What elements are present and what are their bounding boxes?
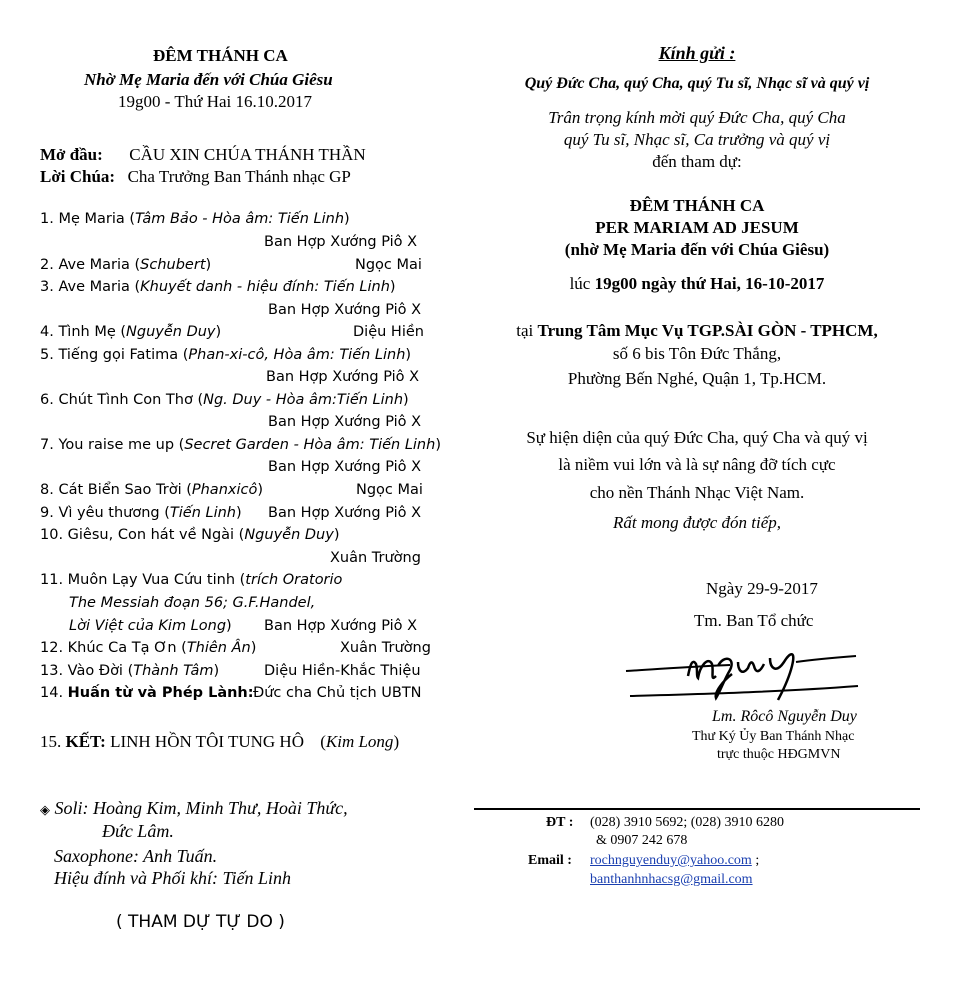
address-line-1: số 6 bis Tôn Đức Thắng, bbox=[612, 344, 782, 363]
phone-mobile: & 0907 242 678 bbox=[596, 833, 688, 848]
item-credit: Phanxicô bbox=[191, 482, 258, 498]
email-link-yahoo[interactable]: rochnguyenduy@yahoo.com bbox=[590, 853, 752, 868]
program-item-4 bbox=[40, 324, 221, 340]
item-11-credit-line2: The Messiah đoạn 56; G.F.Handel, bbox=[69, 595, 316, 611]
item-paren: ) bbox=[236, 505, 242, 521]
item-9-performer: Ban Hợp Xướng Piô X bbox=[268, 505, 422, 521]
program-item-11 bbox=[40, 572, 342, 588]
item-title: 10. Giêsu, Con hát về Ngài ( bbox=[40, 527, 245, 543]
item-paren: ) bbox=[215, 324, 222, 340]
word-text: Cha Trưởng Ban Thánh nhạc GP bbox=[127, 167, 351, 186]
item-title: 8. Cát Biển Sao Trời ( bbox=[40, 482, 192, 498]
time-prefix: lúc bbox=[569, 274, 591, 293]
item-credit: Thành Tâm bbox=[133, 663, 214, 679]
item-number: 14. bbox=[40, 685, 64, 701]
event-title: ĐÊM THÁNH CA bbox=[629, 196, 765, 215]
item-paren: ) bbox=[213, 663, 220, 679]
arrangement-line: Hiệu đính và Phối khí: Tiến Linh bbox=[54, 868, 291, 888]
item-title: 11. Muôn Lạy Vua Cứu tinh ( bbox=[40, 572, 246, 588]
diamond-bullet-icon: ◈ bbox=[40, 803, 50, 818]
program-item-10 bbox=[40, 527, 339, 543]
venue-prefix: tại bbox=[516, 321, 534, 340]
item-label: KẾT: bbox=[65, 732, 106, 751]
item-credit: Lời Việt của Kim Long bbox=[69, 618, 227, 634]
soli-line-1 bbox=[40, 798, 348, 819]
item-11-performer: Ban Hợp Xướng Piô X bbox=[264, 618, 418, 634]
item-title: 7. You raise me up ( bbox=[40, 437, 185, 453]
item-6-performer: Ban Hợp Xướng Piô X bbox=[268, 414, 422, 430]
item-credit: Nguyễn Duy bbox=[126, 324, 216, 340]
item-8-performer: Ngọc Mai bbox=[356, 482, 423, 498]
address-line-2: Phường Bến Nghé, Quận 1, Tp.HCM. bbox=[567, 369, 827, 388]
message-line-3: cho nền Thánh Nhạc Việt Nam. bbox=[589, 483, 805, 502]
time-value: 19g00 ngày thứ Hai, 16-10-2017 bbox=[594, 274, 825, 293]
invite-line-1: Trân trọng kính mời quý Đức Cha, quý Cha bbox=[548, 108, 846, 127]
item-14-performer: Đức cha Chủ tịch UBTN bbox=[253, 685, 422, 701]
email-separator: ; bbox=[755, 853, 760, 868]
item-credit: Thiên Ân bbox=[186, 640, 251, 656]
item-paren: ) bbox=[405, 347, 412, 363]
item-credit: Secret Garden - Hòa âm: Tiến Linh bbox=[184, 437, 436, 453]
event-time bbox=[474, 274, 920, 294]
item-1-performer: Ban Hợp Xướng Piô X bbox=[264, 234, 418, 250]
program-item-5 bbox=[40, 347, 411, 363]
opening-label: Mở đầu: bbox=[40, 145, 103, 164]
item-title: 5. Tiếng gọi Fatima ( bbox=[40, 347, 189, 363]
handwritten-signature bbox=[620, 636, 860, 704]
item-title: Huấn từ và Phép Lành: bbox=[67, 685, 254, 701]
item-paren: ) bbox=[344, 211, 350, 227]
program-item-7 bbox=[40, 437, 441, 453]
item-credit: Nguyễn Duy bbox=[244, 527, 334, 543]
program-subtitle: Nhờ Mẹ Maria đến với Chúa Giêsu bbox=[84, 70, 333, 89]
contact-divider bbox=[474, 808, 920, 810]
item-paren: ) bbox=[257, 482, 264, 498]
item-title: 4. Tình Mẹ ( bbox=[40, 324, 127, 340]
item-credit: Phan-xi-cô, Hòa âm: Tiến Linh bbox=[188, 347, 406, 363]
item-paren: ) bbox=[226, 618, 232, 634]
soli-text: Soli: Hoàng Kim, Minh Thư, Hoài Thức, bbox=[54, 798, 348, 818]
soli-line-2: Đức Lâm. bbox=[102, 821, 174, 841]
program-item-13 bbox=[40, 663, 219, 679]
email-line-1 bbox=[590, 853, 759, 869]
venue-name: Trung Tâm Mục Vụ TGP.SÀI GÒN - TPHCM, bbox=[537, 321, 878, 340]
item-title: 9. Vì yêu thương ( bbox=[40, 505, 170, 521]
message-line-1: Sự hiện diện của quý Đức Cha, quý Cha và quý vị bbox=[526, 428, 868, 447]
program-item-8 bbox=[40, 482, 263, 498]
item-paren: ) bbox=[205, 257, 212, 273]
item-credit: Ng. Duy - Hòa âm:Tiến Linh bbox=[203, 392, 404, 408]
message-line-2: là niềm vui lớn và là sự nâng đỡ tích cực bbox=[558, 455, 836, 474]
email-line-2 bbox=[590, 872, 753, 888]
item-10-performer: Xuân Trường bbox=[330, 550, 421, 566]
item-title: 12. Khúc Ca Tạ Ơn ( bbox=[40, 640, 187, 656]
item-number: 15. bbox=[40, 732, 62, 751]
item-5-performer: Ban Hợp Xướng Piô X bbox=[266, 369, 420, 385]
venue-line bbox=[474, 321, 920, 341]
signer-role-2: trực thuộc HĐGMVN bbox=[717, 747, 841, 762]
program-item-12 bbox=[40, 640, 256, 656]
email-label: Email : bbox=[528, 853, 572, 868]
item-title: 13. Vào Đời ( bbox=[40, 663, 134, 679]
item-title: 3. Ave Maria ( bbox=[40, 279, 141, 295]
item-13-performer: Diệu Hiền-Khắc Thiệu bbox=[264, 663, 421, 679]
word-label: Lời Chúa: bbox=[40, 167, 116, 186]
event-subtitle: (nhờ Mẹ Maria đến với Chúa Giêsu) bbox=[564, 240, 830, 259]
item-11-credit-line3 bbox=[69, 618, 232, 634]
item-title: 1. Mẹ Maria ( bbox=[40, 211, 136, 227]
item-paren: ) bbox=[403, 392, 409, 408]
program-item-6 bbox=[40, 392, 409, 408]
item-title: LINH HỒN TÔI TUNG HÔ bbox=[110, 732, 304, 751]
item-credit: trích Oratorio bbox=[245, 572, 343, 588]
item-3-performer: Ban Hợp Xướng Piô X bbox=[268, 302, 422, 318]
item-title: 6. Chút Tình Con Thơ ( bbox=[40, 392, 204, 408]
program-item-2 bbox=[40, 257, 211, 273]
item-4-performer: Diệu Hiền bbox=[353, 324, 424, 340]
invite-line-3: đến tham dự: bbox=[652, 152, 742, 171]
program-item-3 bbox=[40, 279, 396, 295]
item-credit: Khuyết danh - hiệu đính: Tiến Linh bbox=[140, 279, 390, 295]
item-paren: ) bbox=[250, 640, 257, 656]
event-latin-title: PER MARIAM AD JESUM bbox=[595, 218, 799, 237]
kinh-gui-heading: Kính gửi : bbox=[658, 43, 736, 63]
item-paren: ) bbox=[333, 527, 340, 543]
item-12-performer: Xuân Trường bbox=[340, 640, 431, 656]
free-admission: ( THAM DỰ TỰ DO ) bbox=[116, 912, 285, 932]
item-credit: Tiến Linh bbox=[169, 505, 236, 521]
program-item-1 bbox=[40, 211, 350, 227]
item-title: 2. Ave Maria ( bbox=[40, 257, 141, 273]
opening-line bbox=[40, 145, 366, 165]
item-paren: ) bbox=[435, 437, 441, 453]
program-item-14 bbox=[40, 685, 254, 701]
opening-text: CẦU XIN CHÚA THÁNH THẦN bbox=[129, 145, 366, 164]
item-paren: ) bbox=[389, 279, 396, 295]
item-credit: Schubert bbox=[140, 257, 206, 273]
program-datetime: 19g00 - Thứ Hai 16.10.2017 bbox=[118, 92, 312, 111]
phone-label: ĐT : bbox=[546, 815, 574, 830]
phone-numbers: (028) 3910 5692; (028) 3910 6280 bbox=[590, 815, 785, 830]
signer-role-1: Thư Ký Ủy Ban Thánh Nhạc bbox=[692, 729, 855, 744]
signature-date: Ngày 29-9-2017 bbox=[706, 579, 818, 598]
email-link-gmail[interactable]: banthanhnhacsg@gmail.com bbox=[590, 872, 753, 887]
program-title: ĐÊM THÁNH CA bbox=[153, 46, 288, 65]
item-7-performer: Ban Hợp Xướng Piô X bbox=[268, 459, 422, 475]
item-credit: Tâm Bảo - Hòa âm: Tiến Linh bbox=[135, 211, 345, 227]
organizer: Tm. Ban Tổ chức bbox=[694, 611, 814, 630]
saxophone-line: Saxophone: Anh Tuấn. bbox=[54, 846, 218, 866]
item-credit: Kim Long bbox=[325, 732, 394, 751]
program-item-9 bbox=[40, 505, 242, 521]
word-line bbox=[40, 167, 351, 187]
invite-line-2: quý Tu sĩ, Nhạc sĩ, Ca trưởng và quý vị bbox=[563, 130, 831, 149]
message-line-4: Rất mong được đón tiếp, bbox=[612, 513, 782, 532]
recipients: Quý Đức Cha, quý Cha, quý Tu sĩ, Nhạc sĩ và quý vị bbox=[524, 75, 870, 92]
program-item-15: 15. KẾT: LINH HỒN TÔI TUNG HÔ (Kim Long) bbox=[40, 732, 400, 751]
item-2-performer: Ngọc Mai bbox=[355, 257, 422, 273]
signer-name: Lm. Rôcô Nguyễn Duy bbox=[712, 708, 857, 725]
